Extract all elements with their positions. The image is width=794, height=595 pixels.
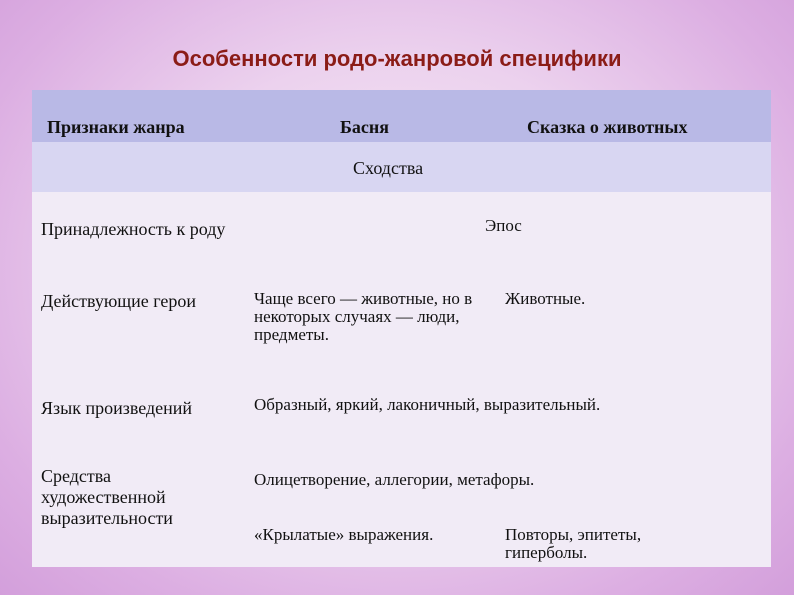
header-animal-tale: Сказка о животных (527, 117, 688, 137)
value-tale-expressions: Повторы, эпитеты, гиперболы. (505, 525, 642, 562)
value-epos: Эпос (485, 216, 522, 235)
header-fable: Басня (340, 117, 389, 137)
row-label-expressive-means: Средства художественной выразительности (41, 466, 173, 528)
similarities-label: Сходства (353, 158, 424, 178)
value-expressive-means: Олицетворение, аллегории, метафоры. (254, 470, 535, 489)
table-header-row (32, 90, 771, 142)
value-fable-characters: Чаще всего — животные, но в некоторых случаях — люди, предметы. (254, 289, 473, 344)
value-language: Образный, яркий, лаконичный, выразительный. (254, 395, 601, 414)
row-label-characters: Действующие герои (41, 291, 197, 311)
header-genre-features: Признаки жанра (47, 117, 185, 137)
row-label-genre-belonging: Принадлежность к роду (41, 219, 226, 239)
similarities-row (32, 142, 771, 192)
slide-title: Особенности родо-жанровой специфики (172, 46, 622, 71)
row-label-language: Язык произведений (41, 398, 193, 418)
value-tale-characters: Животные. (505, 289, 586, 308)
value-fable-expressions: «Крылатые» выражения. (254, 525, 434, 544)
comparison-table (32, 90, 771, 567)
